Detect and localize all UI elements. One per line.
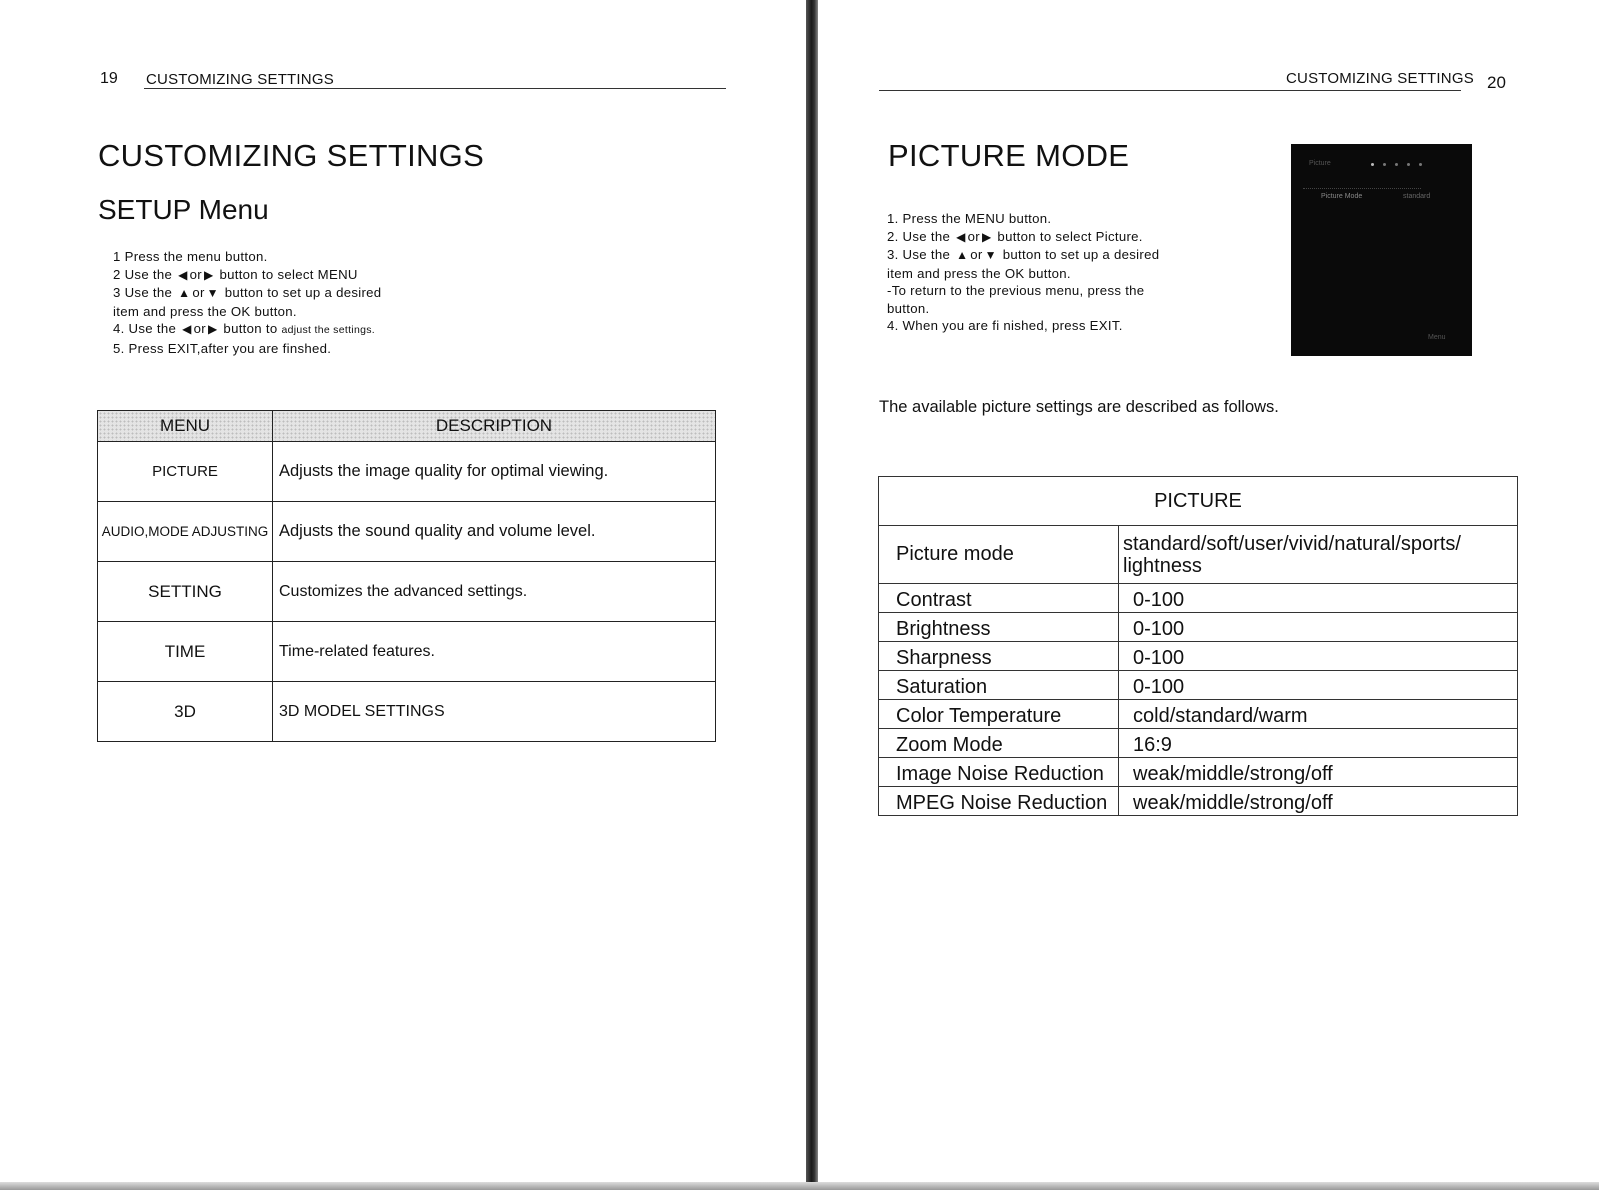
table-row	[879, 671, 1518, 700]
setting-values: weak/middle/strong/off	[1119, 758, 1518, 787]
setting-values: weak/middle/strong/off	[1119, 787, 1518, 816]
down-arrow-icon: ▼	[206, 286, 219, 300]
menu-cell: SETTING	[98, 562, 273, 622]
section-title: SETUP Menu	[98, 194, 269, 225]
menu-cell: TIME	[98, 622, 273, 682]
description-cell: 3D MODEL SETTINGS	[273, 682, 716, 742]
table-row	[879, 584, 1518, 613]
setting-name: Saturation	[879, 671, 1119, 700]
running-header: CUSTOMIZING SETTINGS	[1286, 70, 1474, 87]
right-arrow-icon: ▶	[203, 267, 214, 282]
setting-name: Picture mode	[879, 526, 1119, 584]
page-title: CUSTOMIZING SETTINGS	[98, 138, 485, 173]
panel-item-label: Picture Mode	[1321, 193, 1363, 200]
setting-values: standard/soft/user/vivid/natural/sports/ lightness	[1119, 526, 1518, 584]
step-1: 1. Press the MENU button.	[887, 211, 1052, 226]
menu-dot-icon	[1419, 163, 1422, 166]
step-3-cont: item and press the OK button.	[113, 303, 297, 319]
left-arrow-icon: ◀	[956, 229, 966, 244]
menu-dot-icon	[1407, 163, 1410, 166]
setting-name: Zoom Mode	[879, 729, 1119, 758]
page-title: PICTURE MODE	[888, 138, 1130, 173]
step-3-cont: item and press the OK button.	[887, 265, 1071, 281]
panel-divider	[1303, 188, 1421, 191]
up-arrow-icon: ▲	[178, 286, 191, 300]
table-title: PICTURE	[879, 477, 1518, 526]
table-row	[879, 758, 1518, 787]
setting-name: Brightness	[879, 613, 1119, 642]
setting-name: Sharpness	[879, 642, 1119, 671]
intro-text: The available picture settings are described as follows.	[879, 398, 1279, 416]
setting-name: Contrast	[879, 584, 1119, 613]
panel-footer-label: Menu	[1428, 334, 1446, 341]
page-number: 20	[1487, 73, 1506, 92]
step-1: 1 Press the menu button.	[113, 249, 268, 264]
picture-menu-screenshot	[1291, 144, 1472, 356]
left-arrow-icon: ◀	[182, 322, 192, 336]
picture-settings-table	[878, 476, 1518, 816]
table-header-row	[879, 477, 1518, 526]
header-rule	[144, 88, 726, 89]
table-row	[879, 729, 1518, 758]
panel-tab-label: Picture	[1309, 160, 1331, 167]
right-arrow-icon: ▶	[207, 322, 218, 336]
right-arrow-icon: ▶	[981, 229, 992, 244]
setting-name: Image Noise Reduction	[879, 758, 1119, 787]
menu-cell: AUDIO,MODE ADJUSTING	[98, 502, 273, 562]
setting-name: MPEG Noise Reduction	[879, 787, 1119, 816]
step-return-cont: button.	[887, 300, 930, 316]
table-row	[879, 613, 1518, 642]
step-4: 4. Use the ◀ or ▶ button to adjust the settings.	[113, 320, 381, 340]
table-row	[98, 442, 716, 502]
left-arrow-icon: ◀	[178, 267, 188, 282]
setting-values: cold/standard/warm	[1119, 700, 1518, 729]
table-row	[98, 682, 716, 742]
table-row	[879, 700, 1518, 729]
table-row	[879, 787, 1518, 816]
header-rule	[879, 90, 1461, 91]
book-spine	[806, 0, 818, 1190]
table-row	[879, 526, 1518, 584]
step-return: -To return to the previous menu, press the	[887, 283, 1145, 298]
step-2: 2 Use the ◀ or ▶ button to select MENU	[113, 266, 381, 285]
table-row	[879, 642, 1518, 671]
setup-menu-table	[97, 410, 716, 742]
table-row	[98, 502, 716, 562]
setting-name: Color Temperature	[879, 700, 1119, 729]
menu-dot-icon	[1395, 163, 1398, 166]
setting-values: 16:9	[1119, 729, 1518, 758]
setup-steps	[113, 248, 381, 357]
description-cell: Customizes the advanced settings.	[273, 562, 716, 622]
table-header-row	[98, 411, 716, 442]
menu-header: MENU	[98, 411, 273, 442]
step-2: 2. Use the ◀ or ▶ button to select Picture.	[887, 228, 1159, 247]
setting-values: 0-100	[1119, 584, 1518, 613]
setting-values: 0-100	[1119, 613, 1518, 642]
step-3: 3 Use the ▲ or ▼ button to set up a desired	[113, 284, 381, 303]
description-cell: Adjusts the sound quality and volume level.	[273, 502, 716, 562]
up-arrow-icon: ▲	[956, 248, 969, 262]
step-5: 5. Press EXIT,after you are finshed.	[113, 340, 332, 356]
setting-values: 0-100	[1119, 671, 1518, 700]
step-3: 3. Use the ▲ or ▼ button to set up a desired	[887, 246, 1159, 265]
picture-steps	[887, 210, 1159, 335]
table-row	[98, 562, 716, 622]
menu-cell: PICTURE	[98, 442, 273, 502]
panel-item-value: standard	[1403, 193, 1431, 200]
description-header: DESCRIPTION	[273, 411, 716, 442]
step-4: 4. When you are fi nished, press EXIT.	[887, 318, 1123, 333]
running-header: CUSTOMIZING SETTINGS	[146, 71, 334, 88]
down-arrow-icon: ▼	[984, 248, 997, 262]
right-page	[817, 0, 1599, 1190]
description-cell: Time-related features.	[273, 622, 716, 682]
description-cell: Adjusts the image quality for optimal viewing.	[273, 442, 716, 502]
menu-dot-icon	[1383, 163, 1386, 166]
setting-values: 0-100	[1119, 642, 1518, 671]
page-number: 19	[100, 70, 118, 87]
menu-cell: 3D	[98, 682, 273, 742]
table-row	[98, 622, 716, 682]
page-bottom-edge	[0, 1182, 1599, 1190]
menu-dot-icon	[1371, 163, 1374, 166]
